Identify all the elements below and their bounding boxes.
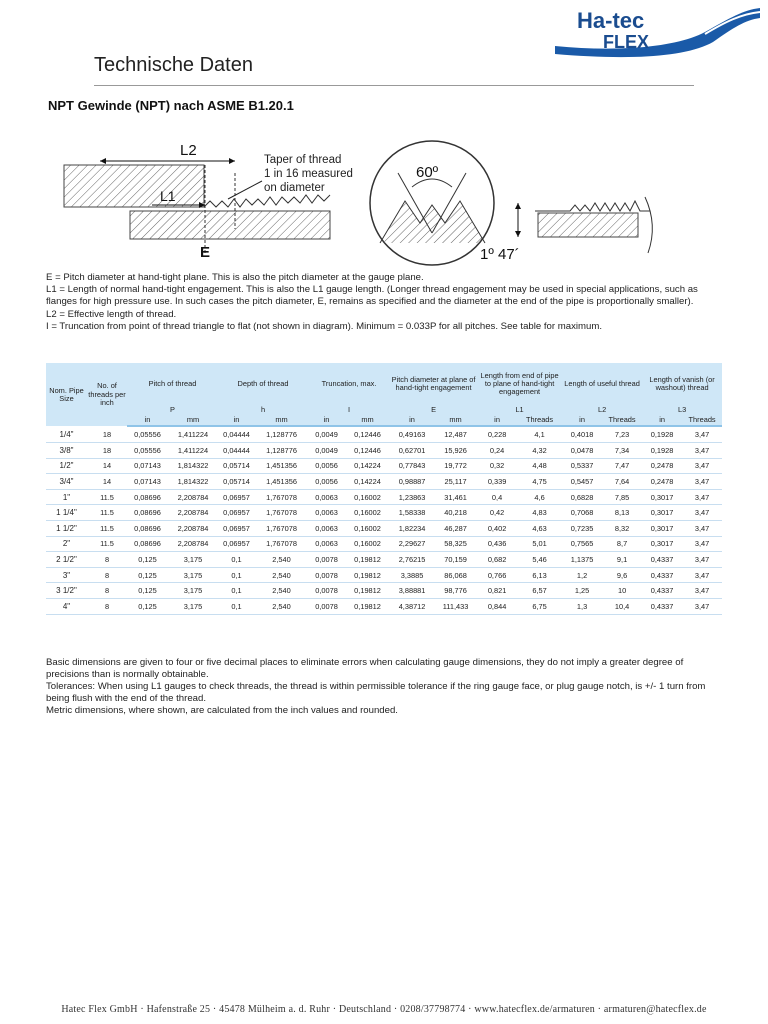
value-cell: 0,4: [477, 489, 517, 505]
value-cell: 86,068: [434, 567, 477, 583]
value-cell: 0,06957: [218, 520, 255, 536]
value-cell: 0,1: [218, 567, 255, 583]
header-pitch: Pitch of thread: [127, 363, 218, 405]
value-cell: 0,08696: [127, 505, 168, 521]
value-cell: 3,47: [682, 443, 722, 459]
value-cell: 1,814322: [168, 458, 218, 474]
table-row: [46, 489, 722, 505]
thread-angle-detail: [370, 141, 494, 265]
table-body: [46, 426, 722, 614]
value-cell: 0,766: [477, 567, 517, 583]
value-cell: 0,3017: [642, 520, 682, 536]
value-cell: 15,926: [434, 443, 477, 459]
l2-label: L2: [180, 142, 197, 159]
value-cell: 0,1: [218, 552, 255, 568]
value-cell: 0,125: [127, 567, 168, 583]
value-cell: 0,0478: [562, 443, 602, 459]
value-cell: 0,1928: [642, 426, 682, 442]
value-cell: 0,2478: [642, 458, 682, 474]
value-cell: 0,821: [477, 583, 517, 599]
threads-per-inch-cell: 8: [87, 552, 127, 568]
value-cell: 0,2478: [642, 474, 682, 490]
taper-angle-detail: [480, 197, 652, 263]
symbol-l2: L2: [562, 405, 642, 415]
value-cell: 0,6828: [562, 489, 602, 505]
header-l1-length: Length from end of pipe to plane of hand-tight engagement: [477, 363, 562, 405]
value-cell: 3,47: [682, 505, 722, 521]
value-cell: 3,88881: [390, 583, 434, 599]
value-cell: 1,767078: [255, 489, 308, 505]
value-cell: 7,47: [602, 458, 642, 474]
definition-l1: L1 = Length of normal hand-tight engagement. This is also the L1 gauge length. (Longer thread engagement may be used in special applications, such as flanges for high pressure use. In such cases the pitch diameter, E, remains as specified and the diameter at the end of the pipe is proportionally smaller).: [46, 284, 698, 308]
value-cell: 3,175: [168, 567, 218, 583]
value-cell: 98,776: [434, 583, 477, 599]
title-divider: [94, 85, 694, 86]
value-cell: 0,4337: [642, 583, 682, 599]
value-cell: 0,125: [127, 583, 168, 599]
pipe-size-cell: 1": [46, 489, 87, 505]
value-cell: 0,62701: [390, 443, 434, 459]
value-cell: 0,49163: [390, 426, 434, 442]
value-cell: 0,16002: [345, 536, 390, 552]
brand-line2: FLEX: [603, 32, 650, 52]
value-cell: 0,0078: [308, 567, 345, 583]
header-pitch-diameter: Pitch diameter at plane of hand-tight engagement: [390, 363, 477, 405]
value-cell: 3,47: [682, 474, 722, 490]
value-cell: 0,14224: [345, 474, 390, 490]
pipe-size-cell: 1 1/2": [46, 520, 87, 536]
value-cell: 0,0056: [308, 458, 345, 474]
value-cell: 19,772: [434, 458, 477, 474]
value-cell: 0,16002: [345, 520, 390, 536]
pipe-size-cell: 1 1/4": [46, 505, 87, 521]
taper-angle-label: 1º 47´: [480, 246, 520, 263]
threads-per-inch-cell: 11.5: [87, 520, 127, 536]
symbol-e: E: [390, 405, 477, 415]
value-cell: 7,23: [602, 426, 642, 442]
value-cell: 25,117: [434, 474, 477, 490]
table-row: [46, 474, 722, 490]
value-cell: 1,767078: [255, 520, 308, 536]
value-cell: 2,208784: [168, 536, 218, 552]
value-cell: 0,0063: [308, 489, 345, 505]
value-cell: 9,1: [602, 552, 642, 568]
unit-header: mm: [345, 415, 390, 426]
definition-i: I = Truncation from point of thread triangle to flat (not shown in diagram). Minimum = 0.033P for all pitches. See table for maximum.: [46, 320, 602, 332]
pipe-size-cell: 2": [46, 536, 87, 552]
value-cell: 0,19812: [345, 567, 390, 583]
taper-note-line1: Taper of thread: [264, 154, 342, 166]
value-cell: 1,82234: [390, 520, 434, 536]
unit-header: in: [477, 415, 517, 426]
value-cell: 3,175: [168, 598, 218, 614]
pipe-size-cell: 3/4": [46, 474, 87, 490]
value-cell: 0,05556: [127, 443, 168, 459]
units-row: [46, 415, 722, 426]
brand-logo: [555, 4, 760, 60]
value-cell: 2,208784: [168, 489, 218, 505]
value-cell: 0,06957: [218, 505, 255, 521]
value-cell: 0,7565: [562, 536, 602, 552]
value-cell: 3,47: [682, 426, 722, 442]
value-cell: 3,47: [682, 536, 722, 552]
table-row: [46, 426, 722, 442]
header-size: Nom. Pipe Size: [46, 363, 87, 426]
value-cell: 9,6: [602, 567, 642, 583]
unit-header: in: [562, 415, 602, 426]
value-cell: 1,25: [562, 583, 602, 599]
value-cell: 0,682: [477, 552, 517, 568]
value-cell: 0,0063: [308, 520, 345, 536]
table-row: [46, 552, 722, 568]
value-cell: 0,19812: [345, 583, 390, 599]
value-cell: 0,436: [477, 536, 517, 552]
value-cell: 0,5457: [562, 474, 602, 490]
value-cell: 7,64: [602, 474, 642, 490]
value-cell: 2,540: [255, 583, 308, 599]
page-footer: Hatec Flex GmbH · Hafenstraße 25 · 45478 Mülheim a. d. Ruhr · Deutschland · 0208/37798774 · www.hatecflex.de/armaturen · armaturen@hatecflex.de: [61, 1004, 707, 1015]
threads-per-inch-cell: 11.5: [87, 536, 127, 552]
value-cell: 3,47: [682, 489, 722, 505]
value-cell: 3,47: [682, 520, 722, 536]
page-title: Technische Daten: [94, 54, 253, 76]
value-cell: 0,42: [477, 505, 517, 521]
value-cell: 0,98887: [390, 474, 434, 490]
brand-line1: Ha-tec: [577, 8, 645, 33]
value-cell: 8,32: [602, 520, 642, 536]
value-cell: 4,83: [517, 505, 562, 521]
symbol-l3: L3: [642, 405, 722, 415]
pipe-section-drawing: [64, 142, 353, 261]
value-cell: 0,7235: [562, 520, 602, 536]
e-label: E: [200, 244, 211, 261]
value-cell: 58,325: [434, 536, 477, 552]
header-threads: No. of threads per inch: [87, 363, 127, 426]
value-cell: 3,47: [682, 598, 722, 614]
header-useful-length: Length of useful thread: [562, 363, 642, 405]
value-cell: 0,228: [477, 426, 517, 442]
section-subtitle: NPT Gewinde (NPT) nach ASME B1.20.1: [48, 98, 294, 113]
value-cell: 0,07143: [127, 458, 168, 474]
value-cell: 1,411224: [168, 426, 218, 442]
value-cell: 0,04444: [218, 443, 255, 459]
value-cell: 0,1: [218, 583, 255, 599]
value-cell: 0,0063: [308, 536, 345, 552]
value-cell: 0,5337: [562, 458, 602, 474]
value-cell: 8,13: [602, 505, 642, 521]
value-cell: 6,57: [517, 583, 562, 599]
value-cell: 1,767078: [255, 536, 308, 552]
note-basic-dimensions: Basic dimensions are given to four or five decimal places to eliminate errors when calculating gauge dimensions, they do not imply a greater degree of precisions than is normally obtainable.: [46, 657, 684, 680]
value-cell: 0,0078: [308, 598, 345, 614]
pipe-size-cell: 1/4": [46, 426, 87, 442]
value-cell: 2,540: [255, 567, 308, 583]
unit-header: in: [308, 415, 345, 426]
npt-dimensions-table: [46, 363, 722, 615]
value-cell: 0,07143: [127, 474, 168, 490]
threads-per-inch-cell: 18: [87, 426, 127, 442]
value-cell: 0,125: [127, 552, 168, 568]
value-cell: 0,12446: [345, 426, 390, 442]
value-cell: 3,47: [682, 567, 722, 583]
value-cell: 1,411224: [168, 443, 218, 459]
taper-note-line2: 1 in 16 measured: [264, 168, 353, 180]
unit-header: Threads: [602, 415, 642, 426]
value-cell: 1,58338: [390, 505, 434, 521]
table-row: [46, 505, 722, 521]
value-cell: 3,175: [168, 552, 218, 568]
value-cell: 1,3: [562, 598, 602, 614]
value-cell: 8,7: [602, 536, 642, 552]
value-cell: 4,1: [517, 426, 562, 442]
value-cell: 0,06957: [218, 489, 255, 505]
value-cell: 1,451356: [255, 458, 308, 474]
value-cell: 0,3017: [642, 536, 682, 552]
unit-header: mm: [434, 415, 477, 426]
header-vanish-length: Length of vanish (or washout) thread: [642, 363, 722, 405]
value-cell: 4,48: [517, 458, 562, 474]
pipe-size-cell: 2 1/2": [46, 552, 87, 568]
note-metric: Metric dimensions, where shown, are calculated from the inch values and rounded.: [46, 705, 398, 716]
value-cell: 0,3017: [642, 489, 682, 505]
l1-label: L1: [160, 188, 176, 204]
value-cell: 0,402: [477, 520, 517, 536]
unit-header: in: [642, 415, 682, 426]
value-cell: 0,08696: [127, 520, 168, 536]
header-truncation: Truncation, max.: [308, 363, 390, 405]
symbol-i: I: [308, 405, 390, 415]
value-cell: 0,32: [477, 458, 517, 474]
threads-per-inch-cell: 11.5: [87, 489, 127, 505]
value-cell: 4,75: [517, 474, 562, 490]
threads-per-inch-cell: 8: [87, 598, 127, 614]
value-cell: 0,0049: [308, 426, 345, 442]
pipe-size-cell: 3 1/2": [46, 583, 87, 599]
value-cell: 111,433: [434, 598, 477, 614]
threads-per-inch-cell: 18: [87, 443, 127, 459]
symbol-l1: L1: [477, 405, 562, 415]
value-cell: 10,4: [602, 598, 642, 614]
table-row: [46, 536, 722, 552]
value-cell: 0,16002: [345, 505, 390, 521]
value-cell: 1,451356: [255, 474, 308, 490]
value-cell: 7,34: [602, 443, 642, 459]
value-cell: 7,85: [602, 489, 642, 505]
notes-block: [46, 657, 722, 717]
table-row: [46, 443, 722, 459]
value-cell: 4,32: [517, 443, 562, 459]
definition-e: E = Pitch diameter at hand-tight plane. This is also the pitch diameter at the gauge plane.: [46, 272, 424, 283]
value-cell: 0,0078: [308, 552, 345, 568]
value-cell: 0,0056: [308, 474, 345, 490]
unit-header: mm: [255, 415, 308, 426]
value-cell: 2,208784: [168, 505, 218, 521]
threads-per-inch-cell: 8: [87, 567, 127, 583]
value-cell: 0,4018: [562, 426, 602, 442]
value-cell: 0,19812: [345, 552, 390, 568]
value-cell: 46,287: [434, 520, 477, 536]
definition-l2: L2 = Effective length of thread.: [46, 308, 177, 320]
symbol-h: h: [218, 405, 308, 415]
pipe-size-cell: 4": [46, 598, 87, 614]
value-cell: 1,814322: [168, 474, 218, 490]
value-cell: 6,13: [517, 567, 562, 583]
value-cell: 1,1375: [562, 552, 602, 568]
value-cell: 4,38712: [390, 598, 434, 614]
value-cell: 2,76215: [390, 552, 434, 568]
value-cell: 0,06957: [218, 536, 255, 552]
value-cell: 0,0049: [308, 443, 345, 459]
value-cell: 2,208784: [168, 520, 218, 536]
value-cell: 2,29627: [390, 536, 434, 552]
value-cell: 0,12446: [345, 443, 390, 459]
value-cell: 0,16002: [345, 489, 390, 505]
unit-header: in: [218, 415, 255, 426]
value-cell: 0,05714: [218, 474, 255, 490]
value-cell: 3,47: [682, 458, 722, 474]
unit-header: in: [390, 415, 434, 426]
value-cell: 0,4337: [642, 552, 682, 568]
value-cell: 0,125: [127, 598, 168, 614]
value-cell: 0,0063: [308, 505, 345, 521]
table-row: [46, 598, 722, 614]
value-cell: 3,175: [168, 583, 218, 599]
value-cell: 40,218: [434, 505, 477, 521]
angle-label: 60º: [416, 164, 439, 181]
value-cell: 0,05556: [127, 426, 168, 442]
threads-per-inch-cell: 8: [87, 583, 127, 599]
value-cell: 6,75: [517, 598, 562, 614]
threads-per-inch-cell: 14: [87, 458, 127, 474]
value-cell: 5,46: [517, 552, 562, 568]
unit-header: in: [127, 415, 168, 426]
value-cell: 0,4337: [642, 567, 682, 583]
value-cell: 0,08696: [127, 489, 168, 505]
value-cell: 0,05714: [218, 458, 255, 474]
value-cell: 0,4337: [642, 598, 682, 614]
value-cell: 3,47: [682, 552, 722, 568]
unit-header: mm: [168, 415, 218, 426]
value-cell: 0,04444: [218, 426, 255, 442]
value-cell: 1,128776: [255, 426, 308, 442]
value-cell: 1,2: [562, 567, 602, 583]
value-cell: 3,47: [682, 583, 722, 599]
value-cell: 12,487: [434, 426, 477, 442]
value-cell: 70,159: [434, 552, 477, 568]
value-cell: 4,6: [517, 489, 562, 505]
value-cell: 1,128776: [255, 443, 308, 459]
value-cell: 0,1: [218, 598, 255, 614]
pipe-size-cell: 3": [46, 567, 87, 583]
taper-note-line3: on diameter: [264, 182, 325, 194]
value-cell: 0,844: [477, 598, 517, 614]
value-cell: 0,19812: [345, 598, 390, 614]
value-cell: 10: [602, 583, 642, 599]
value-cell: 31,461: [434, 489, 477, 505]
unit-header: Threads: [517, 415, 562, 426]
value-cell: 4,63: [517, 520, 562, 536]
definitions-block: [46, 272, 722, 333]
value-cell: 2,540: [255, 598, 308, 614]
threads-per-inch-cell: 14: [87, 474, 127, 490]
table-row: [46, 567, 722, 583]
pipe-size-cell: 1/2": [46, 458, 87, 474]
value-cell: 0,339: [477, 474, 517, 490]
value-cell: 1,23863: [390, 489, 434, 505]
value-cell: 0,24: [477, 443, 517, 459]
value-cell: 0,3017: [642, 505, 682, 521]
value-cell: 1,767078: [255, 505, 308, 521]
note-tolerances: Tolerances: When using L1 gauges to check threads, the thread is within permissible tolerance if the ring gauge face, or plug gauge notch, is +/- 1 turn from being flush with the end of the thread.: [46, 681, 706, 704]
value-cell: 3,3885: [390, 567, 434, 583]
value-cell: 0,14224: [345, 458, 390, 474]
table-row: [46, 520, 722, 536]
unit-header: Threads: [682, 415, 722, 426]
header-depth: Depth of thread: [218, 363, 308, 405]
value-cell: 0,7068: [562, 505, 602, 521]
value-cell: 0,77843: [390, 458, 434, 474]
table-row: [46, 583, 722, 599]
threads-per-inch-cell: 11.5: [87, 505, 127, 521]
value-cell: 5,01: [517, 536, 562, 552]
value-cell: 2,540: [255, 552, 308, 568]
value-cell: 0,0078: [308, 583, 345, 599]
pipe-size-cell: 3/8": [46, 443, 87, 459]
npt-thread-diagram: [60, 133, 680, 273]
symbol-p: P: [127, 405, 218, 415]
value-cell: 0,1928: [642, 443, 682, 459]
table-row: [46, 458, 722, 474]
value-cell: 0,08696: [127, 536, 168, 552]
